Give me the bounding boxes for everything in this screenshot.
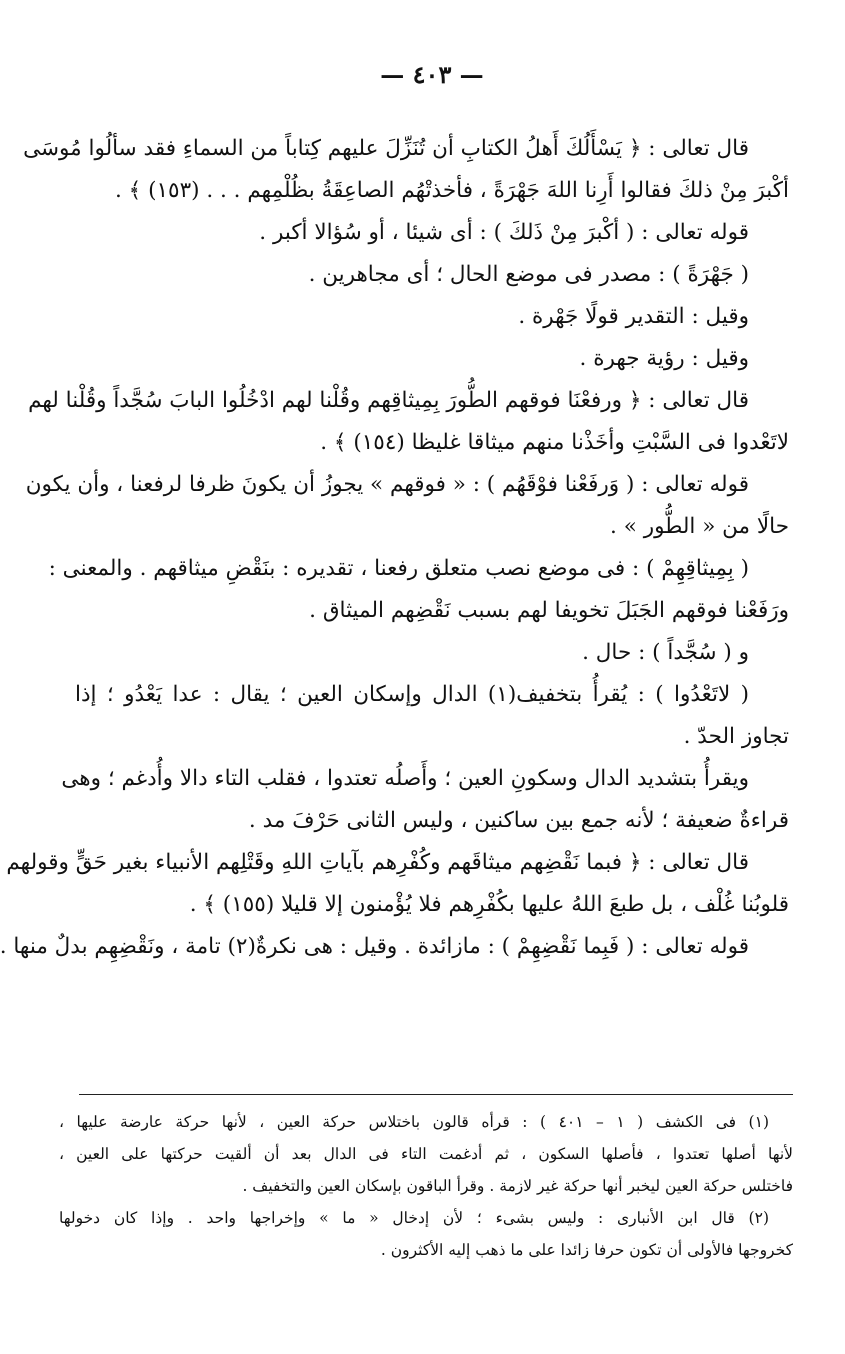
footnote-line: (٢) قال ابن الأنبارى : وليس بشىء ؛ لأن إدخال « ما » وإخراجها واحد . وإذا كان دخولها: [59, 1209, 769, 1227]
text-line: قراءةٌ ضعيفة ؛ لأنه جمع بين ساكنين ، وليس الثانى حَرْفَ مد .: [248, 808, 789, 833]
footnote-divider: [79, 1094, 793, 1095]
text-line: قوله تعالى : ( فَبِما نَقْضِهِمْ ) : مازائدة . وقيل : هى نكرةٌ(٢) تامة ، ونَقْضِهِم بدلٌ منها .: [0, 934, 749, 959]
footnote-line: (١) فى الكشف ( ١ – ٤٠١ ) : قرأه قالون باختلاس حركة العين ، لأنها حركة عارضة عليها ،: [59, 1113, 769, 1131]
text-line: ( لاتَعْدُوا ) : يُقرأُ بتخفيف(١) الدال وإسكان العين ؛ يقال : عدا يَعْدُو ؛ إذا: [75, 682, 749, 707]
text-line: قال تعالى : ﴿ يَسْأَلُكَ أَهلُ الكتابِ أن تُنَزِّلَ عليهم كِتاباً من السماءِ فقد سألُوا مُوسَى: [23, 136, 749, 161]
footnote-line: فاختلس حركة العين ليخبر أنها حركة غير لازمة . وقرأ الباقون بإسكان العين والتخفيف .: [242, 1177, 793, 1195]
text-line: وقيل : التقدير قولًا جَهْرة .: [518, 304, 749, 329]
text-line: حالًا من « الطُّور » .: [610, 514, 789, 539]
footnote-line: لأنها أصلها تعتدوا ، فأصلها السكون ، ثم أدغمت التاء فى الدال بعد أن ألقيت حركتها على العين ،: [59, 1145, 793, 1163]
text-line: قال تعالى : ﴿ ورفعْنَا فوقهم الطُّورَ بِمِيثاقِهم وقُلْنا لهم ادْخُلُوا البابَ سُجَّداً وقُلْنا لهم: [28, 388, 749, 413]
text-line: لاتَعْدوا فى السَّبْتِ وأخَذْنا منهم ميثاقا غليظا (١٥٤) ﴾ .: [320, 430, 789, 455]
page-number: — ٤٠٣ —: [380, 60, 484, 89]
text-line: قوله تعالى : ( أكْبرَ مِنْ ذَلكَ ) : أى شيئا ، أو سُؤالا أكبر .: [259, 220, 749, 245]
text-line: ( جَهْرَةً ) : مصدر فى موضع الحال ؛ أى مجاهرين .: [308, 262, 749, 287]
text-line: أكْبرَ مِنْ ذلكَ فقالوا أَرِنا اللهَ جَهْرَةً ، فأخذتْهُم الصاعِقَةُ بظُلْمِهم . . . (١٥٣) ﴾ .: [114, 178, 789, 203]
text-line: قوله تعالى : ( وَرفَعْنا فوْقَهُم ) : « فوقهم » يجوزُ أن يكونَ ظرفا لرفعنا ، وأن يكون: [25, 472, 749, 497]
footnotes: [59, 1106, 793, 1266]
footnote-line: كخروجها فالأولى أن تكون حرفا زائدا على ما ذهب إليه الأكثرون .: [380, 1241, 793, 1259]
text-line: قلوبُنا غُلْف ، بل طبعَ اللهُ عليها بكُفْرِهم فلا يُؤْمنون إلا قليلا (١٥٥) ﴾ .: [189, 892, 789, 917]
text-line: ( بِمِيثاقِهِمْ ) : فى موضع نصب متعلق رفعنا ، تقديره : بنَقْضِ ميثاقهم . والمعنى :: [48, 556, 749, 581]
text-line: قال تعالى : ﴿ فبما نَقْضِهم ميثاقَهم وكُفْرِهم بآياتِ اللهِ وقَتْلِهم الأنبياء بغير حَقٍّ وقولهم: [6, 850, 749, 875]
text-line: و ( سُجَّداً ) : حال .: [582, 640, 749, 665]
text-line: تجاوز الحدّ .: [683, 724, 789, 749]
text-line: وقيل : رؤية جهرة .: [579, 346, 749, 371]
text-line: ويقرأُ بتشديد الدال وسكونِ العين ؛ وأَصلُه تعتدوا ، فقلب التاء دالا وأُدغم ؛ وهى: [61, 766, 749, 791]
text-line: ورَفَعْنا فوقهم الجَبَلَ تخويفا لهم بسبب نَقْضِهم الميثاق .: [309, 598, 789, 623]
body-text: [0, 128, 789, 968]
